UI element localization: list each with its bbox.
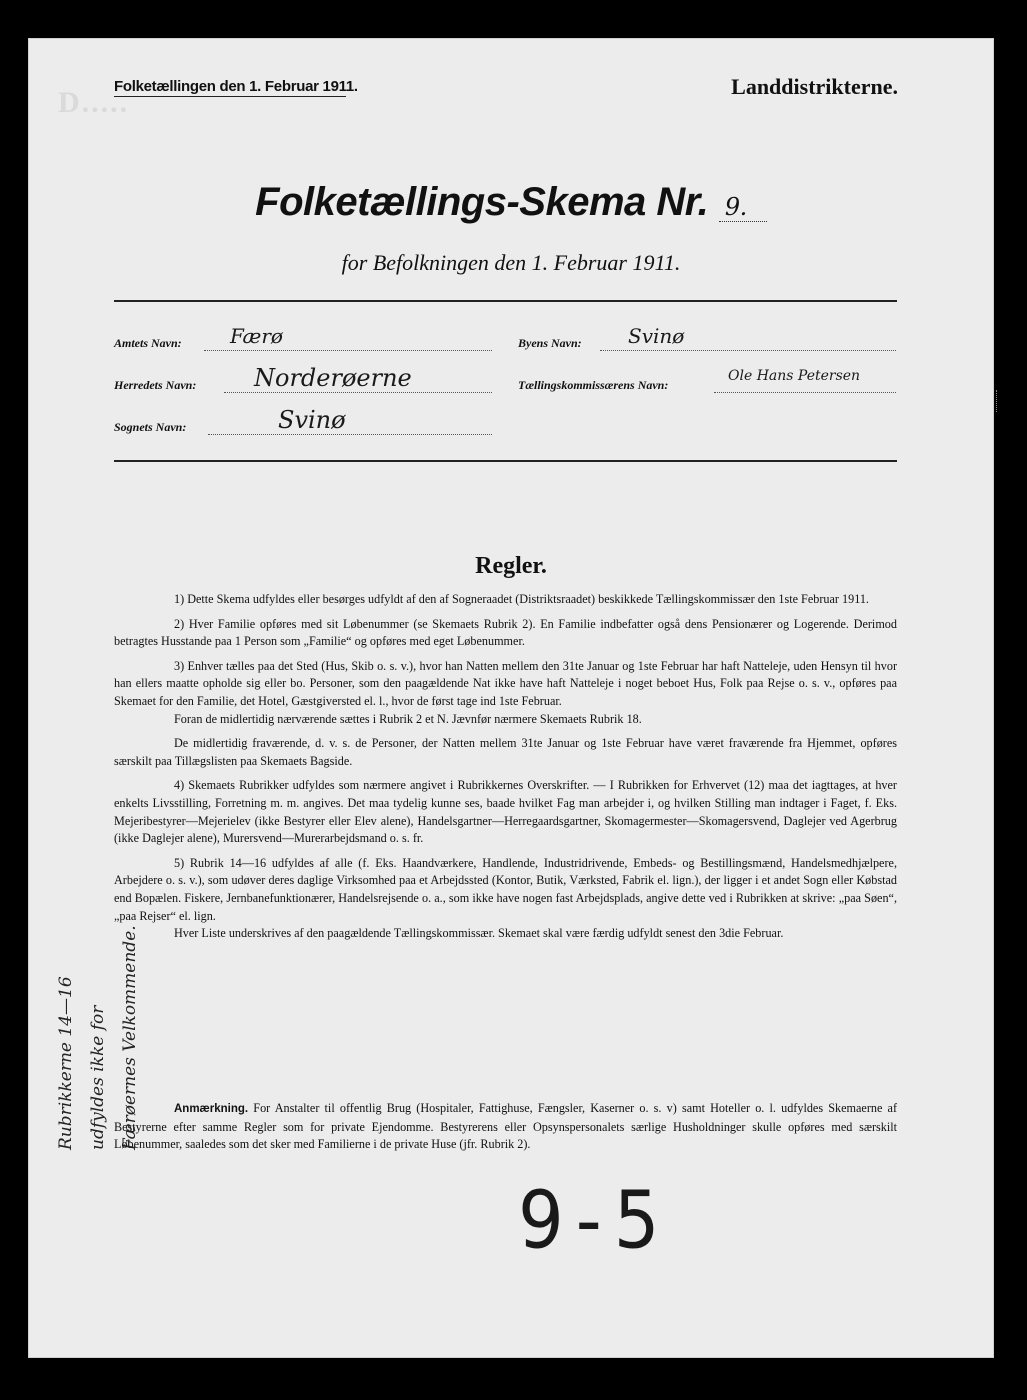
divider-bottom (114, 460, 897, 462)
rule-paragraph: Foran de midlertidig nærværende sættes i Rubrik 2 et N. Jævnfør nærmere Skemaets Rubrik 18. (174, 711, 642, 726)
margin-note-line-3: Færøernes Velkommende. (120, 925, 140, 1150)
rule-paragraph: De midlertidig fraværende, d. v. s. de Personer, der Natten mellem 31te Januar og 1ste Februar have været fraværende fra Hjemmet, opføres særskilt paa Tillægslisten paa Skemaets Bagside. (114, 736, 897, 768)
header-underline (114, 96, 346, 97)
kommissaer-value: Ole Hans Petersen (728, 368, 861, 384)
rule-paragraph: 5) Rubrik 14—16 udfyldes af alle (f. Eks. Haandværkere, Handlende, Industridrivende, Embeds- og Bestillingsmænd, Handelsmedhjælpere, Arbejdere o. s. v.), som udøver deres daglige Virksomhed paa et Arbejdssted (Kontor, Butik, Værksted, Fabrik el. lign.), der ligger i et andet Sogn eller Købstad end Bopælen. Fiskere, Jernbanefunktionærer, Handelsrejsende o. a., som ikke have nogen fast Arbejdsplads, angive dette ved i Rubrikken at skrive: „paa Søen“, „paa Rejser“ el. lign. (114, 855, 897, 923)
by-value: Svinø (628, 324, 685, 348)
sogn-line (208, 420, 492, 435)
kommissaer-label: Tællingskommissærens Navn: (518, 378, 669, 392)
form-number: 9. (719, 193, 767, 222)
rule-paragraph: Hver Liste underskrives af den paagældende Tællingskommissær. Skemaet skal være færdig udfyldt senest den 3die Februar. (174, 926, 784, 941)
herred-label: Herredets Navn: (114, 378, 197, 392)
rule-paragraph: 1) Dette Skema udfyldes eller besørges udfyldt af den af Sogneraadet (Distriktsraadet) beskikkede Tællingskommissær den 1ste Februar 1911. (174, 592, 869, 606)
census-form-page (28, 38, 994, 1358)
bleed-through-text: D..... (58, 86, 130, 119)
note-text: For Anstalter til offentlig Brug (Hospitaler, Fattighuse, Fængsler, Kaserner o. s. v) samt Hoteller o. l. udfyldes Skemaerne af Bestyrerne efter samme Regler som for private Ejendomme. Bestyrerens eller Opsynspersonalets særlige Husholdninger skulle opføres med særskilt Løbenummer, saaledes som det sker med Familierne i de private Huse (jfr. Rubrik 2). (114, 1101, 898, 1152)
rules-heading: Regler. (475, 553, 547, 579)
margin-note-line-2: udfyldes ikke for (88, 1005, 108, 1150)
form-subtitle: for Befolkningen den 1. Februar 1911. (341, 250, 681, 275)
rule-paragraph: 3) Enhver tælles paa det Sted (Hus, Skib o. s. v.), hvor han Natten mellem den 31te Januar og 1ste Februar har haft Natteleje, uden Hensyn til hvor han ellers maatte opholde sig eller bo. Personer, som den paagældende Nat ikke have haft Natteleje i noget beboet Hus, Folk paa Rejse o. s. v., opføres paa Skemaet for den Familie, det Hotel, Gæstgiversted el. l., hvor de først tage ind 1ste Februar. (114, 658, 897, 708)
header-right: Landdistrikterne. (731, 74, 898, 99)
amt-value: Færø (230, 324, 283, 348)
handwritten-number: 9-5 (518, 1173, 672, 1267)
sogn-label: Sognets Navn: (114, 420, 187, 434)
form-title-text: Folketællings-Skema Nr. (255, 180, 709, 224)
note-paragraph (114, 1100, 897, 1154)
by-label: Byens Navn: (518, 336, 582, 350)
rule-paragraph: 2) Hver Familie opføres med sit Løbenummer (se Skemaets Rubrik 2). En Familie indbefatter også dens Pensionærer og Logerende. Derimod betragtes Husstande paa 1 Person som „Familie“ og opføres med eget Løbenummer. (114, 616, 897, 649)
amt-label: Amtets Navn: (114, 336, 182, 350)
rules-body (114, 591, 897, 950)
margin-note-line-1: Rubrikkerne 14—16 (56, 976, 76, 1150)
divider-top (114, 300, 897, 302)
form-title (28, 180, 994, 225)
note-label: Anmærkning. (174, 1103, 249, 1115)
rule-paragraph: 4) Skemaets Rubrikker udfyldes som nærmere angivet i Rubrikkernes Overskrifter. — I Rubrikken for Erhvervet (12) maa det iagttages, at hver enkelts Livsstilling, Forretning m. m. angives. Det maa tydelig kunne ses, baade hvilket Fag man arbejder i, og hvilken Stilling man indtager i Faget, f. Eks. Mejeribestyrer—Mejerielev (ikke Bestyrer eller Elev alene), Handelsgartner—Herregaardsgartner, Skomagermester—Skomagersvend, Daglejer ved Agerbrug (ikke Daglejer alene), Murersvend—Murerarbejdsmand o. s. fr. (114, 778, 897, 846)
header-left: Folketællingen den 1. Februar 1911. (114, 78, 358, 95)
herred-value: Norderøerne (254, 364, 412, 392)
margin-tick-mark (996, 390, 1001, 412)
sogn-value: Svinø (278, 406, 346, 434)
